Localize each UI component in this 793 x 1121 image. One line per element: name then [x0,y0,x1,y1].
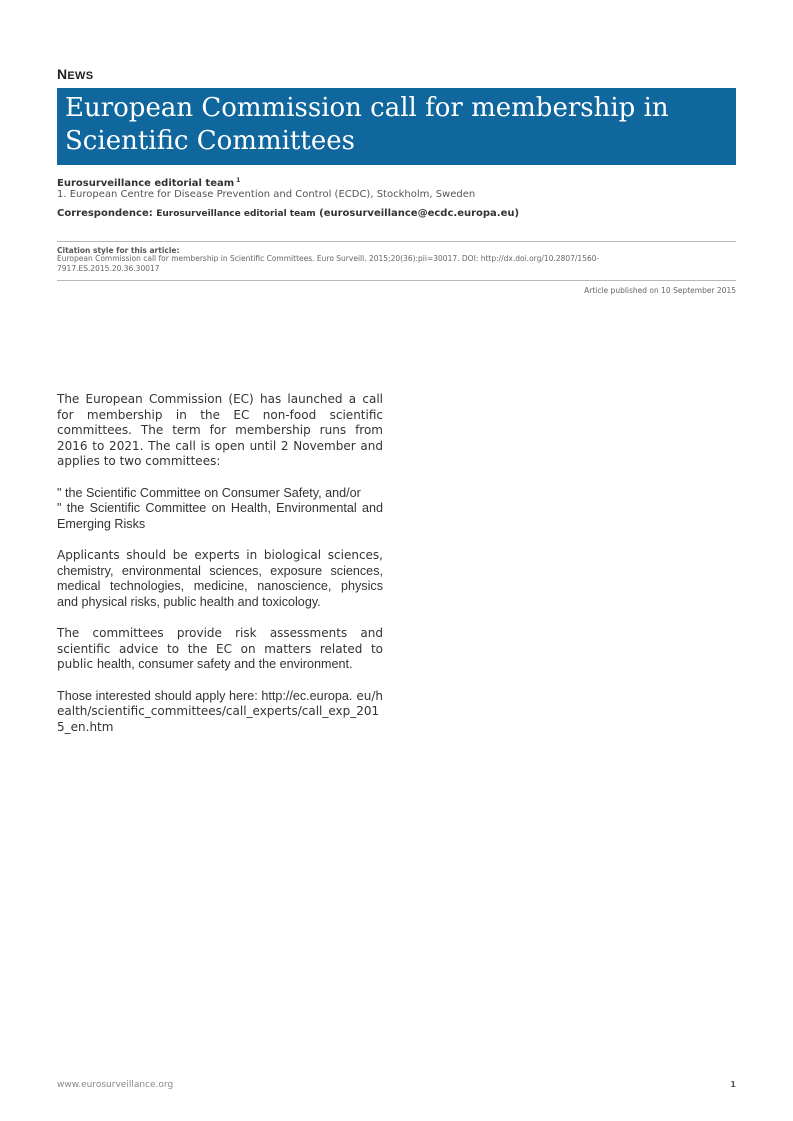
paragraph-committees-lead: The committees provide risk assessments and scientific advice to the EC on matters related to public [57,626,383,671]
paragraph-apply [57,689,383,736]
article-title: European Commission call for membership in Scientific Committees [57,88,736,165]
published-date: Article published on 10 September 2015 [584,286,736,295]
affiliation-marker: 1 [236,177,241,184]
affiliation: 1. European Centre for Disease Prevention and Control (ECDC), Stockholm, Sweden [57,189,476,200]
list-item: " the Scientific Committee on Consumer Safety, and/or [57,485,361,500]
paragraph-applicants-lead: Applicants should be experts in biological sciences, [57,548,383,562]
page-number: 1 [730,1080,736,1089]
author-line [57,177,240,189]
list-item: " the Scientific Committee on Health, Environmental and Emerging Risks [57,501,383,531]
paragraph-committees [57,626,383,673]
committee-list [57,486,383,533]
correspondence-name: Eurosurveillance editorial team [156,209,316,219]
correspondence-label: Correspondence: [57,208,153,219]
correspondence [57,208,519,219]
paragraph-applicants [57,548,383,610]
paragraph-intro: The European Commission (EC) has launched a call for membership in the EC non-food scientific committees. The term for membership runs from 2016 to 2021. The call is open until 2 November and applies to two committees: [57,392,383,468]
paragraph-committees-rest: health, consumer safety and the environment. [96,657,353,671]
divider-bottom [57,280,736,281]
apply-link[interactable]: eu/health/scientific_committees/call_experts/call_exp_2015_en.htm [57,688,383,734]
correspondence-email[interactable]: (eurosurveillance@ecdc.europa.eu) [319,208,520,219]
footer-url[interactable]: www.eurosurveillance.org [57,1080,174,1090]
divider-top [57,241,736,242]
paragraph-apply-lead: Those interested should apply here: http://ec.europa. [57,688,353,703]
article-body [57,392,383,751]
paragraph-applicants-rest: chemistry, environmental sciences, exposure sciences, medical technologies, medicine, nanoscience, physics and physical risks, public health and toxicology. [57,563,383,609]
section-label-initial: N [57,66,68,82]
citation-text: European Commission call for membership in Scientific Committees. Euro Surveill. 2015;20(36):pii=30017. DOI: http://dx.doi.org/10.2807/1560-7917.ES.2015.20.36.30017 [57,254,600,273]
section-label [57,66,93,82]
author-team: Eurosurveillance editorial team [57,178,235,189]
section-label-rest: EWS [67,70,94,82]
citation-label: Citation style for this article: [57,246,180,255]
